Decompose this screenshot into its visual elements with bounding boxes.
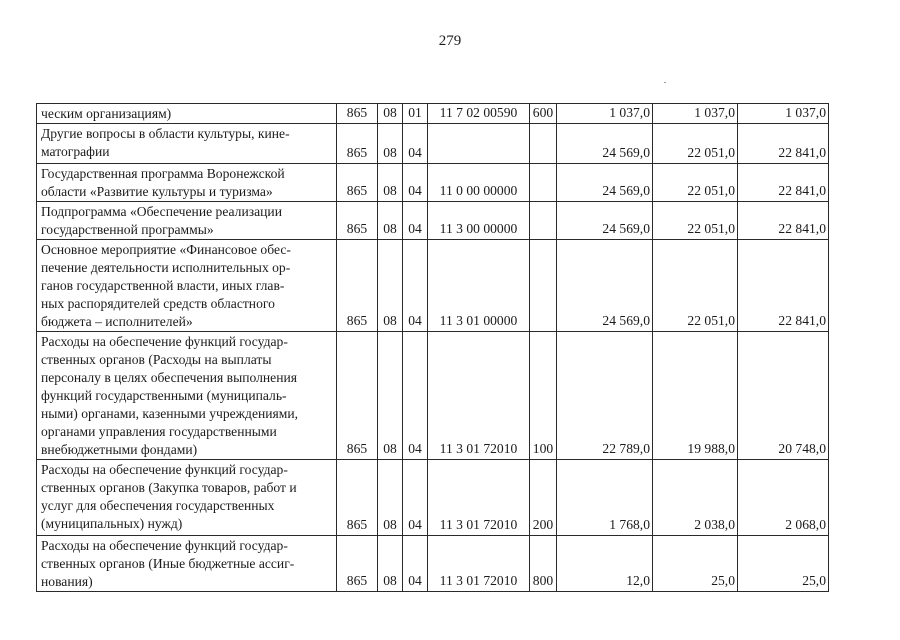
amount-year2-cell: 22 051,0 — [653, 202, 738, 240]
amount-year3-cell: 2 068,0 — [738, 460, 829, 536]
item-name-text: Подпрограмма «Обеспечение реализации государственной программы» — [41, 204, 282, 237]
amount-year3-cell: 22 841,0 — [738, 164, 829, 202]
amount-year1-cell: 24 569,0 — [557, 240, 653, 332]
amount-year2-cell: 2 038,0 — [653, 460, 738, 536]
admin-code-cell: 865 — [337, 240, 378, 332]
target-article-cell: 11 3 01 72010 — [428, 536, 530, 592]
amount-year3-cell: 25,0 — [738, 536, 829, 592]
section-code-cell: 08 — [378, 104, 403, 124]
table-row — [37, 202, 829, 240]
section-code-cell: 08 — [378, 536, 403, 592]
amount-year1-cell: 12,0 — [557, 536, 653, 592]
subsection-code-cell: 04 — [403, 202, 428, 240]
amount-year3-cell: 22 841,0 — [738, 202, 829, 240]
amount-year1-cell: 24 569,0 — [557, 124, 653, 164]
item-name-text: Расходы на обеспечение функций государ- ственных органов (Закупка товаров, работ и услуг для обеспечения государственных (муниципальных) нужд) — [41, 462, 297, 531]
section-code-cell: 08 — [378, 460, 403, 536]
amount-year2-cell: 22 051,0 — [653, 164, 738, 202]
target-article-cell: 11 3 01 00000 — [428, 240, 530, 332]
amount-year3-cell: 1 037,0 — [738, 104, 829, 124]
amount-year1-cell: 24 569,0 — [557, 202, 653, 240]
item-name-cell — [37, 124, 337, 164]
expense-type-cell: 600 — [530, 104, 557, 124]
item-name-cell — [37, 164, 337, 202]
target-article-cell — [428, 124, 530, 164]
amount-year1-cell: 24 569,0 — [557, 164, 653, 202]
amount-year3-cell: 22 841,0 — [738, 124, 829, 164]
amount-year2-cell: 1 037,0 — [653, 104, 738, 124]
section-code-cell: 08 — [378, 332, 403, 460]
admin-code-cell: 865 — [337, 536, 378, 592]
item-name-cell — [37, 104, 337, 124]
page-number: 279 — [438, 33, 462, 49]
amount-year3-cell: 20 748,0 — [738, 332, 829, 460]
expense-type-cell: 800 — [530, 536, 557, 592]
target-article-cell: 11 3 00 00000 — [428, 202, 530, 240]
subsection-code-cell: 04 — [403, 536, 428, 592]
admin-code-cell: 865 — [337, 164, 378, 202]
budget-table — [36, 103, 829, 592]
section-code-cell: 08 — [378, 240, 403, 332]
subsection-code-cell: 04 — [403, 332, 428, 460]
section-code-cell: 08 — [378, 164, 403, 202]
target-article-cell: 11 0 00 00000 — [428, 164, 530, 202]
target-article-cell: 11 3 01 72010 — [428, 332, 530, 460]
expense-type-cell — [530, 164, 557, 202]
table-row — [37, 460, 829, 536]
admin-code-cell: 865 — [337, 104, 378, 124]
subsection-code-cell: 04 — [403, 124, 428, 164]
admin-code-cell: 865 — [337, 332, 378, 460]
amount-year2-cell: 19 988,0 — [653, 332, 738, 460]
amount-year1-cell: 22 789,0 — [557, 332, 653, 460]
item-name-text: Расходы на обеспечение функций государ- ственных органов (Иные бюджетные ассиг- нования) — [41, 538, 295, 589]
subsection-code-cell: 04 — [403, 164, 428, 202]
item-name-text: Государственная программа Воронежской области «Развитие культуры и туризма» — [41, 166, 285, 199]
amount-year1-cell: 1 037,0 — [557, 104, 653, 124]
target-article-cell: 11 3 01 72010 — [428, 460, 530, 536]
item-name-text: Основное мероприятие «Финансовое обес- печение деятельности исполнительных ор- ганов государственной власти, иных глав- ных распорядителей средств областного бюджета – исполнителей» — [41, 242, 291, 329]
item-name-cell — [37, 332, 337, 460]
item-name-cell — [37, 536, 337, 592]
table-row — [37, 536, 829, 592]
section-code-cell: 08 — [378, 124, 403, 164]
amount-year2-cell: 25,0 — [653, 536, 738, 592]
item-name-cell — [37, 240, 337, 332]
table-row — [37, 240, 829, 332]
item-name-cell — [37, 202, 337, 240]
scan-artifact — [664, 82, 666, 83]
admin-code-cell: 865 — [337, 202, 378, 240]
expense-type-cell — [530, 240, 557, 332]
expense-type-cell — [530, 202, 557, 240]
target-article-cell: 11 7 02 00590 — [428, 104, 530, 124]
table-body — [37, 104, 829, 592]
item-name-cell — [37, 460, 337, 536]
expense-type-cell: 100 — [530, 332, 557, 460]
table-row — [37, 124, 829, 164]
amount-year3-cell: 22 841,0 — [738, 240, 829, 332]
admin-code-cell: 865 — [337, 124, 378, 164]
table-row — [37, 104, 829, 124]
expense-type-cell — [530, 124, 557, 164]
item-name-text: Расходы на обеспечение функций государ- ственных органов (Расходы на выплаты персоналу в целях обеспечения выполнения функций государственными (муниципаль- ными) органами, казенными учреждениями, органами управления государственными внебюджетными фондами) — [41, 334, 299, 457]
amount-year2-cell: 22 051,0 — [653, 240, 738, 332]
admin-code-cell: 865 — [337, 460, 378, 536]
expense-type-cell: 200 — [530, 460, 557, 536]
subsection-code-cell: 01 — [403, 104, 428, 124]
table-row — [37, 332, 829, 460]
section-code-cell: 08 — [378, 202, 403, 240]
amount-year1-cell: 1 768,0 — [557, 460, 653, 536]
item-name-text: Другие вопросы в области культуры, кине- матографии — [41, 126, 290, 159]
amount-year2-cell: 22 051,0 — [653, 124, 738, 164]
subsection-code-cell: 04 — [403, 240, 428, 332]
subsection-code-cell: 04 — [403, 460, 428, 536]
item-name-text: ческим организациям) — [41, 106, 172, 121]
table-row — [37, 164, 829, 202]
